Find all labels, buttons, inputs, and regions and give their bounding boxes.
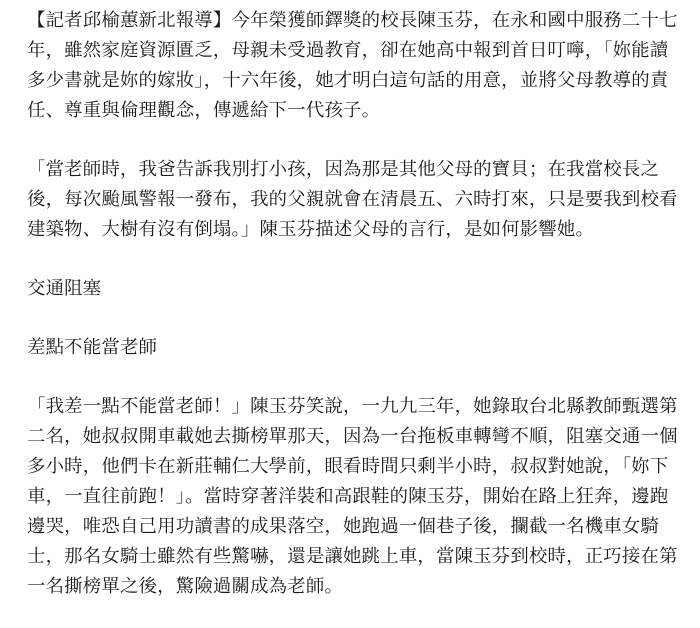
article-paragraph-2: 「當老師時，我爸告訴我別打小孩，因為那是其他父母的寶貝；在我當校長之後，每次颱風警報一發布，我的父親就會在清晨五、六時打來，只是要我到校看建築物、大樹有沒有倒塌。」陳玉芬描述父母的言行，是如何影響她。 bbox=[27, 159, 678, 240]
subheading-traffic-jam: 交通阻塞 bbox=[27, 278, 102, 299]
subheading-almost-not-teacher: 差點不能當老師 bbox=[27, 337, 158, 358]
article-paragraph-1: 【記者邱榆蕙新北報導】今年榮獲師鐸獎的校長陳玉芬，在永和國中服務二十七年，雖然家庭資源匱乏，母親未受過教育，卻在她高中報到首日叮嚀，「妳能讀多少書就是妳的嫁妝」，十六年後，她才明白這句話的用意，並將父母教導的責任、尊重與倫理觀念，傳遞給下一代孩子。 bbox=[27, 10, 678, 121]
article-paragraph-3: 「我差一點不能當老師！」陳玉芬笑說，一九九三年，她錄取台北縣教師甄選第二名，她叔叔開車載她去撕榜單那天，因為一台拖板車轉彎不順，阻塞交通一個多小時，他們卡在新莊輔仁大學前，眼看時間只剩半小時，叔叔對她說，「妳下車，一直往前跑！」。當時穿著洋裝和高跟鞋的陳玉芬，開始在路上狂奔，邊跑邊哭，唯恐自己用功讀書的成果落空，她跑過一個巷子後，攔截一名機車女騎士，那名女騎士雖然有些驚嚇，還是讓她跳上車，當陳玉芬到校時，正巧接在第一名撕榜單之後，驚險過關成為老師。 bbox=[27, 396, 678, 597]
